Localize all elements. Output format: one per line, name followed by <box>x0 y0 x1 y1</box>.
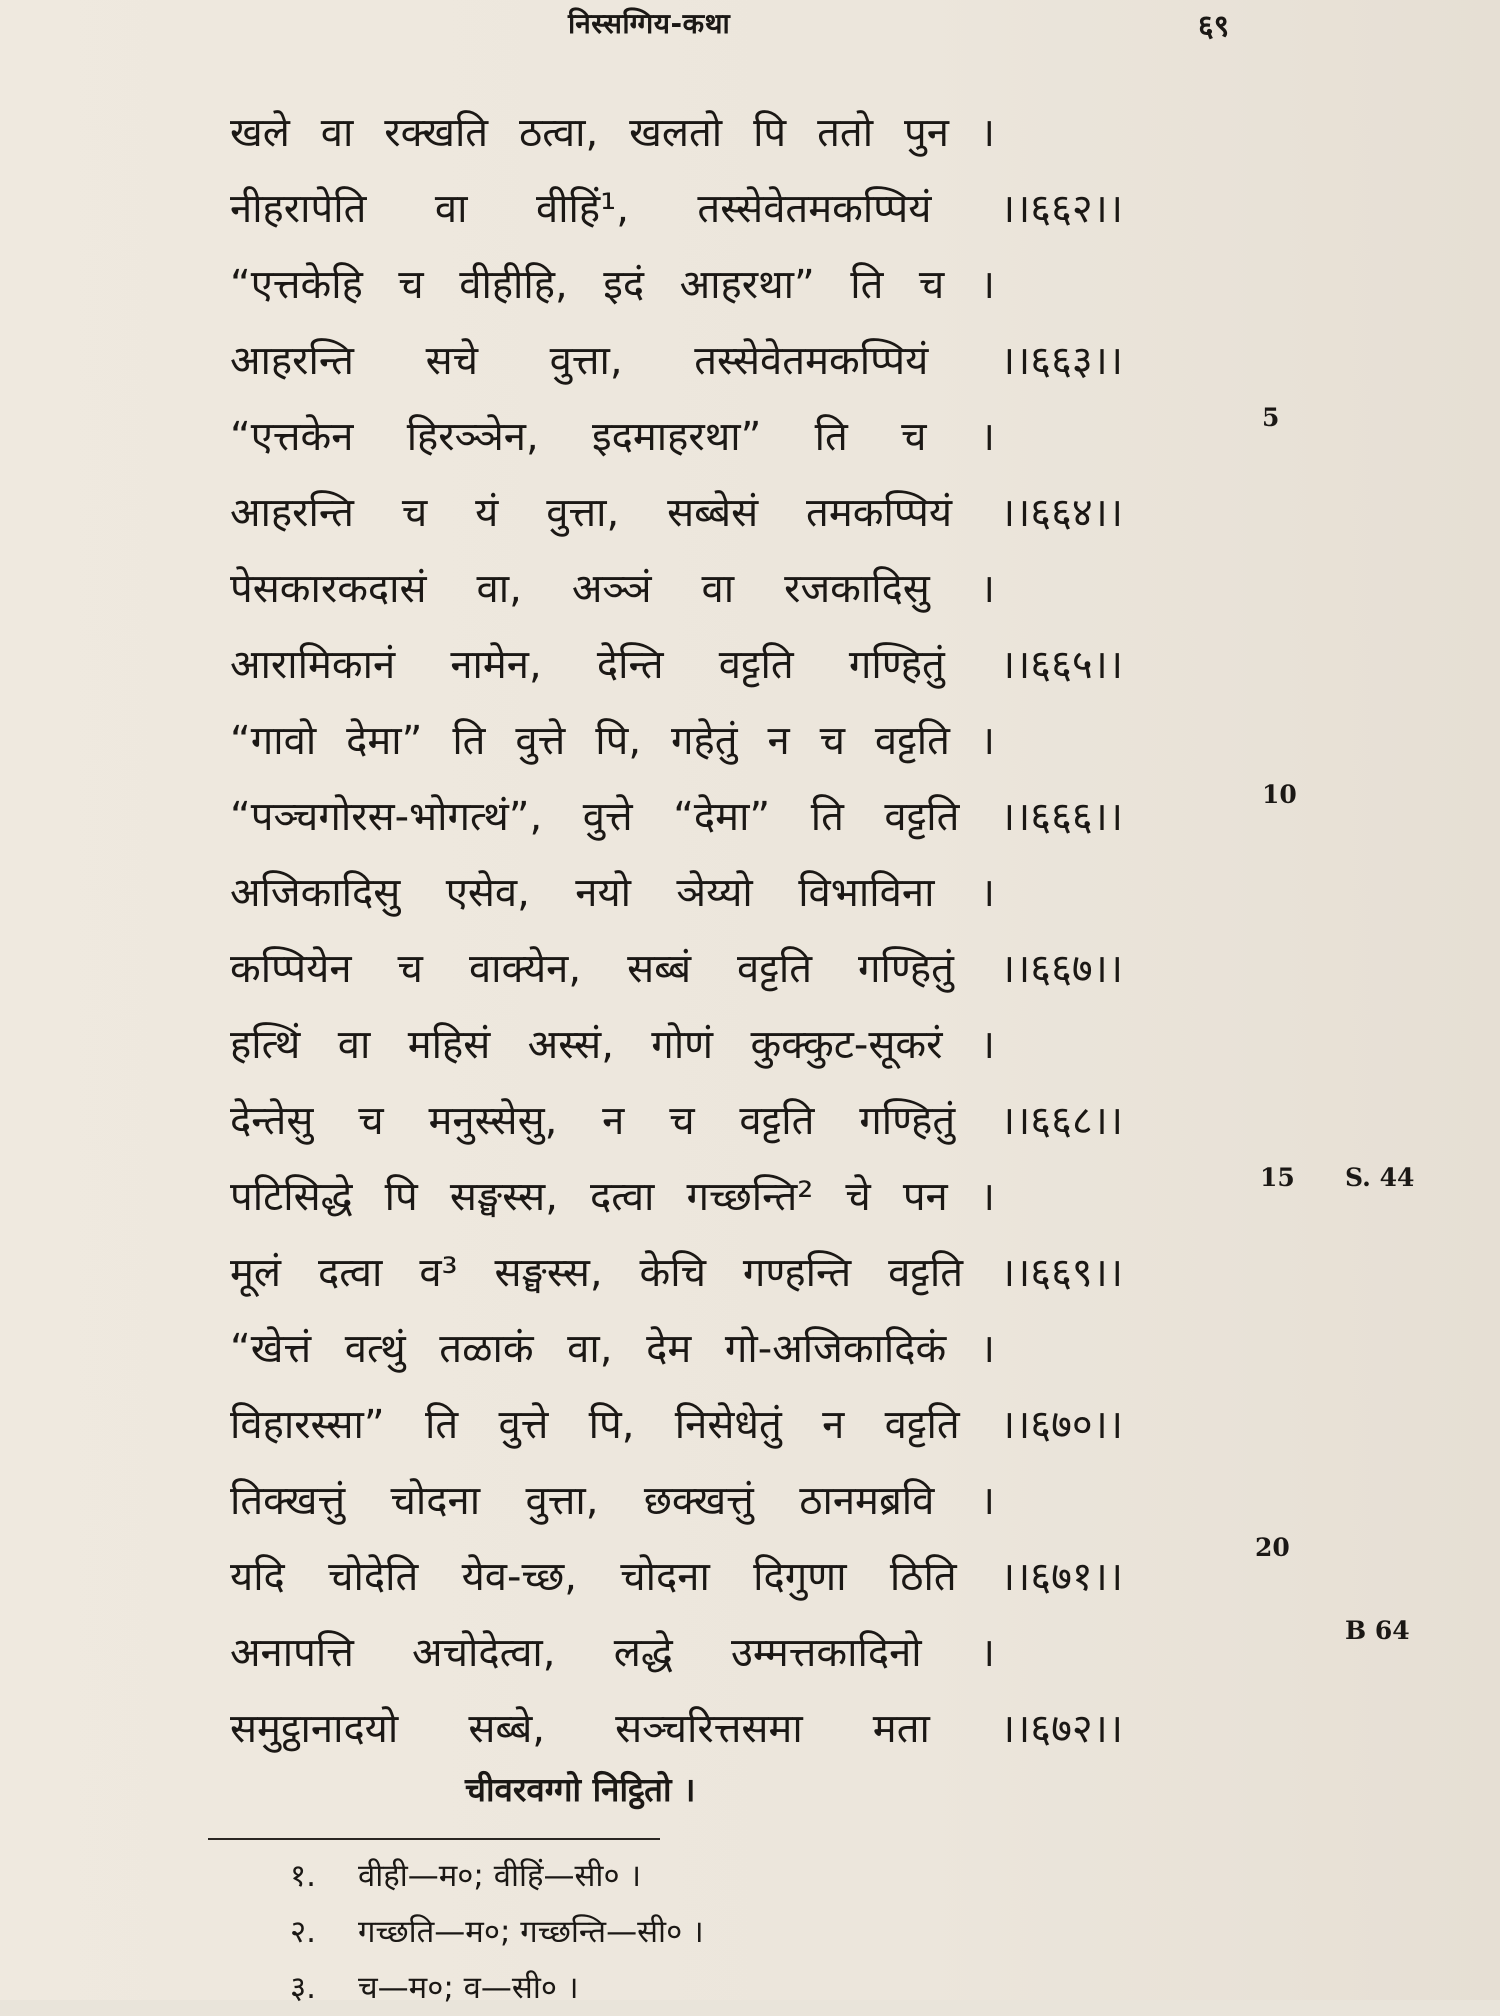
footnote-text: वीही—म०; वीहिं—सी० । <box>358 1858 642 1894</box>
footnote-text: च—म०; व—सी० । <box>358 1970 579 2006</box>
footnote-rule <box>208 1838 660 1840</box>
verse-line: तिक्खत्तुं चोदना वुत्ता, छक्खत्तुं ठानमब्रवि । <box>230 1478 995 1524</box>
verse-line: देन्तेसु च मनुस्सेसु, न च वट्टति गण्हितुं ।।६६८।। <box>230 1098 1123 1144</box>
page-number: ६९ <box>1198 9 1230 44</box>
running-head: निस्सग्गिय-कथा <box>568 7 731 40</box>
line-number-15: 15 <box>1260 1163 1295 1192</box>
verse <box>230 551 1130 703</box>
verse-line: आहरन्ति च यं वुत्ता, सब्बेसं तमकप्पियं ।।६६४।। <box>230 490 1123 536</box>
line-number-10: 10 <box>1262 780 1297 809</box>
footnotes <box>290 1848 704 2016</box>
edition-ref-b64: B 64 <box>1345 1616 1410 1645</box>
verse <box>230 703 1130 855</box>
verse <box>230 1007 1130 1159</box>
verse-line: समुट्ठानादयो सब्बे, सञ्चरित्तसमा मता ।।६७२।। <box>230 1706 1123 1752</box>
verse-line: “एत्तकेहि च वीहीहि, इदं आहरथा” ति च । <box>230 262 995 308</box>
verse-line: “गावो देमा” ति वुत्ते पि, गहेतुं न च वट्टति । <box>230 718 995 764</box>
footnote-number: १. <box>290 1858 316 1894</box>
verse-block <box>230 95 1130 1767</box>
verse-line: खले वा रक्खति ठत्वा, खलतो पि ततो पुन । <box>230 110 995 156</box>
verse <box>230 399 1130 551</box>
verse-line: अनापत्ति अचोदेत्वा, लद्धे उम्मत्तकादिनो । <box>230 1630 995 1676</box>
footnote-number: ३. <box>290 1970 316 2006</box>
verse-line: विहारस्सा” ति वुत्ते पि, निसेधेतुं न वट्टति ।।६७०।। <box>230 1402 1123 1448</box>
verse-line: हत्थिं वा महिसं अस्सं, गोणं कुक्कुट-सूकरं । <box>230 1022 995 1068</box>
verse-line: मूलं दत्वा व³ सङ्घस्स, केचि गण्हन्ति वट्टति ।।६६९।। <box>230 1250 1123 1296</box>
verse-line: “पञ्चगोरस-भोगत्थं”, वुत्ते “देमा” ति वट्टति ।।६६६।। <box>230 794 1123 840</box>
verse <box>230 1159 1130 1311</box>
verse <box>230 1463 1130 1615</box>
verse-line: कप्पियेन च वाक्येन, सब्बं वट्टति गण्हितुं ।।६६७।। <box>230 946 1123 992</box>
verse <box>230 247 1130 399</box>
footnote-text: गच्छति—म०; गच्छन्ति—सी० । <box>358 1914 704 1950</box>
edition-ref-s44: S. 44 <box>1345 1163 1415 1192</box>
verse-line: अजिकादिसु एसेव, नयो ञेय्यो विभाविना । <box>230 870 995 916</box>
verse <box>230 95 1130 247</box>
footnote-number: २. <box>290 1914 316 1950</box>
verse <box>230 1615 1130 1767</box>
footnote <box>290 1848 704 1904</box>
colophon: चीवरवग्गो निट्ठितो । <box>465 1770 696 1809</box>
verse-line: आरामिकानं नामेन, देन्ति वट्टति गण्हितुं ।।६६५।। <box>230 642 1123 688</box>
footnote <box>290 1960 704 2016</box>
verse-line: यदि चोदेति येव-च्छ, चोदना दिगुणा ठिति ।।६७१।। <box>230 1554 1123 1600</box>
verse-line: आहरन्ति सचे वुत्ता, तस्सेवेतमकप्पियं ।।६६३।। <box>230 338 1123 384</box>
line-number-5: 5 <box>1262 403 1280 432</box>
verse-line: “एत्तकेन हिरञ्ञेन, इदमाहरथा” ति च । <box>230 414 995 460</box>
verse-line: पेसकारकदासं वा, अञ्ञं वा रजकादिसु । <box>230 566 995 612</box>
line-number-20: 20 <box>1255 1533 1290 1562</box>
verse-line: पटिसिद्धे पि सङ्घस्स, दत्वा गच्छन्ति² चे पन । <box>230 1174 995 1220</box>
verse <box>230 1311 1130 1463</box>
footnote <box>290 1904 704 1960</box>
verse-line: नीहरापेति वा वीहिं¹, तस्सेवेतमकप्पियं ।।६६२।। <box>230 186 1123 232</box>
verse <box>230 855 1130 1007</box>
verse-line: “खेत्तं वत्थुं तळाकं वा, देम गो-अजिकादिकं । <box>230 1326 995 1372</box>
